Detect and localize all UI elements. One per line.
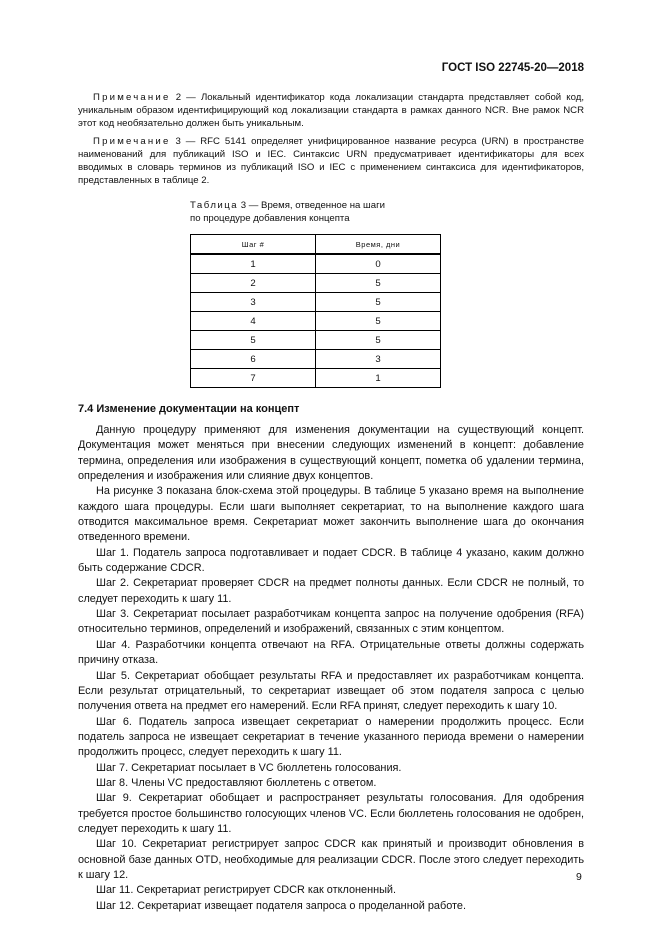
- step-cell: 6: [191, 350, 316, 369]
- paragraph: Шаг 6. Податель запроса извещает секретариат о намерении продолжить процесс. Если податель запроса не извещает секретариат в течение указанного периода времени о намерении продолжить процесс, следует переходить к шагу 11.: [78, 715, 584, 759]
- paragraph: Шаг 10. Секретариат регистрирует запрос CDCR как принятый и производит обновления в основной базе данных OTD, необходимые для реализации CDCR. После этого следует переходить к шагу 12.: [78, 838, 584, 881]
- column-header-time: Время, дни: [316, 235, 441, 255]
- days-cell: 3: [316, 350, 441, 369]
- note-text: 3 — RFC 5141 определяет унифицированное название ресурса (URN) в пространстве наименований для публикаций ISO и IEC. Синтаксис URN предусматривает идентификаторы для всех вводимых в словарь терминов из публикаций ISO и IEC с применением синтаксиса для идентификаторов, представленных в таблице 2.: [78, 136, 584, 186]
- days-cell: 5: [316, 274, 441, 293]
- step-cell: 1: [191, 254, 316, 274]
- paragraph: Шаг 9. Секретариат обобщает и распространяет результаты голосования. Для одобрения требуется простое большинство голосующих членов VC. Если бюллетень голосования не одобрен, следует переходить к шагу 11.: [78, 792, 584, 835]
- step-cell: 5: [191, 331, 316, 350]
- step-cell: 3: [191, 293, 316, 312]
- table-caption-label: Таблица: [190, 200, 239, 211]
- section-heading: 7.4 Изменение документации на концепт: [78, 403, 300, 415]
- step-cell: 2: [191, 274, 316, 293]
- days-cell: 5: [316, 312, 441, 331]
- paragraph: Шаг 2. Секретариат проверяет CDCR на предмет полноты данных. Если CDCR не полный, то следует переходить к шагу 11.: [78, 577, 584, 605]
- paragraph: Шаг 5. Секретариат обобщает результаты RFA и предоставляет их разработчикам концепта. Если результат отрицательный, то секретариат извещает об этом подателя запроса с целью получения ответа на предмет его намерений. Если RFA принят, следует переходить к шагу 10.: [78, 669, 584, 713]
- table-caption-title-cont: по процедуре добавления концепта: [190, 213, 350, 224]
- table-row: [191, 312, 441, 331]
- steps-time-table: [190, 234, 441, 388]
- table-caption-title: 3 — Время, отведенное на шаги: [238, 200, 385, 211]
- note-label: Примечание: [93, 136, 171, 147]
- section-body: [78, 423, 584, 914]
- page-number: 9: [576, 871, 582, 883]
- paragraph: Шаг 4. Разработчики концепта отвечают на RFA. Отрицательные ответы должны содержать причину отказа.: [78, 638, 584, 667]
- paragraph: Шаг 11. Секретариат регистрирует CDCR как отклоненный.: [96, 884, 397, 897]
- table-caption: [190, 199, 385, 225]
- paragraph: Шаг 7. Секретариат посылает в VC бюллетень голосования.: [96, 761, 402, 774]
- notes: [78, 91, 584, 192]
- table-row: [191, 331, 441, 350]
- paragraph: На рисунке 3 показана блок-схема этой процедуры. В таблице 5 указано время на выполнение каждого шага процедуры. Если шаги выполняет секретариат, то на выполнение каждого шага отводится максимальное время. Секретариат может закончить выполнение шага до окончания отведенного времени.: [78, 485, 584, 544]
- step-cell: 4: [191, 312, 316, 331]
- note-text: 2 — Локальный идентификатор кода локализации стандарта представляет собой код, уникальным образом идентифицирующий код локализации стандарта в рамках данного NCR. Вне рамок NCR этот код необязательно должен быть уникальным.: [78, 92, 584, 129]
- days-cell: 5: [316, 293, 441, 312]
- note-3: [78, 135, 584, 187]
- note-2: [78, 91, 584, 130]
- days-cell: 1: [316, 369, 441, 388]
- column-header-step: Шаг #: [191, 235, 316, 255]
- document-id-header: ГОСТ ISO 22745-20—2018: [441, 62, 584, 74]
- note-label: Примечание: [93, 92, 171, 103]
- paragraph: Данную процедуру применяют для изменения документации на существующий концепт. Документация может меняться при внесении следующих изменений в концепт: добавление термина, определения или изображения в существующий концепт, пометка об удалении термина, определения и изображения или слияние двух концептов.: [78, 424, 584, 483]
- days-cell: 5: [316, 331, 441, 350]
- table-row: [191, 293, 441, 312]
- table-row: [191, 350, 441, 369]
- table-header-row: [191, 235, 441, 255]
- paragraph: Шаг 12. Секретариат извещает подателя запроса о проделанной работе.: [96, 899, 466, 912]
- paragraph: Шаг 3. Секретариат посылает разработчикам концепта запрос на получение одобрения (RFA) относительно терминов, определений и изображений, связанных с этим концептом.: [78, 608, 584, 636]
- table-row: [191, 274, 441, 293]
- table-row: [191, 369, 441, 388]
- step-cell: 7: [191, 369, 316, 388]
- days-cell: 0: [316, 254, 441, 274]
- paragraph: Шаг 1. Податель запроса подготавливает и подает CDCR. В таблице 4 указано, каким должно быть содержание CDCR.: [78, 546, 584, 575]
- paragraph: Шаг 8. Члены VC предоставляют бюллетень с ответом.: [96, 776, 377, 789]
- table-row: [191, 254, 441, 274]
